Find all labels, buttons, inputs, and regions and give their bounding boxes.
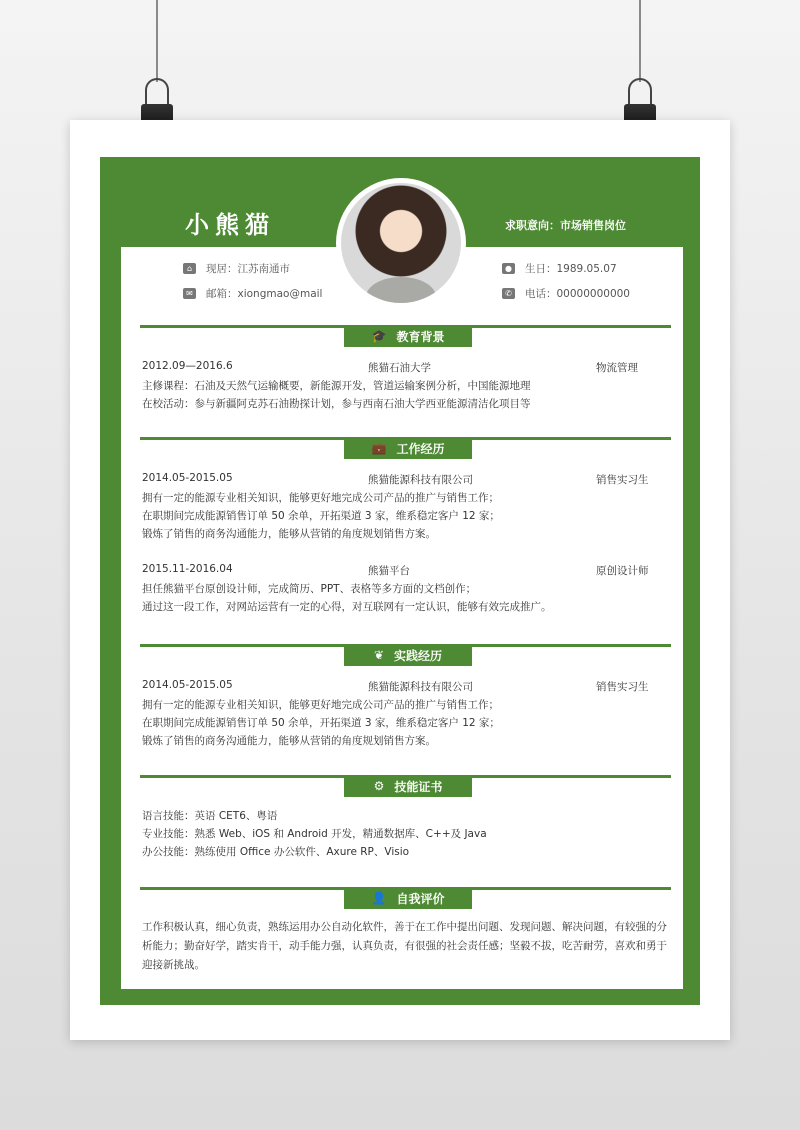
- phone-text: 电话：00000000000: [525, 288, 630, 300]
- user-icon: ●: [502, 263, 515, 274]
- practice-company: 熊猫能源科技有限公司: [368, 681, 473, 693]
- section-skills: [140, 775, 671, 799]
- resume-body: [121, 247, 683, 989]
- job-line: 通过这一段工作，对网站运营有一定的心得，对互联网有一定认识，能够有效完成推广。: [142, 601, 552, 613]
- briefcase-icon: 💼: [371, 441, 387, 455]
- section-self: [140, 887, 671, 911]
- practice-role: 销售实习生: [596, 681, 649, 693]
- gear-icon: ⚙: [373, 779, 385, 793]
- contact-email: [183, 286, 322, 301]
- person-icon: 👤: [371, 891, 387, 905]
- job-line: 在职期间完成能源销售订单 50 余单，开拓渠道 3 家，维系稳定客户 12 家；: [142, 510, 500, 522]
- section-work: [140, 437, 671, 461]
- hanging-string-right: [639, 0, 641, 82]
- section-title: 实践经历: [394, 648, 443, 663]
- edu-period: 2012.09—2016.6: [142, 360, 233, 372]
- resume-frame: [100, 157, 700, 1005]
- work-row-1: [142, 472, 652, 488]
- profile-photo: [336, 178, 466, 308]
- candidate-name: 小熊猫: [185, 211, 275, 239]
- edu-school: 熊猫石油大学: [368, 362, 431, 374]
- skill-line: 语言技能：英语 CET6、粤语: [142, 810, 278, 822]
- practice-line: 锻炼了销售的商务沟通能力，能够从营销的角度规划销售方案。: [142, 735, 436, 747]
- phone-icon: ✆: [502, 288, 515, 299]
- leaf-icon: ❦: [373, 648, 385, 662]
- practice-line: 在职期间完成能源销售订单 50 余单，开拓渠道 3 家，维系稳定客户 12 家；: [142, 717, 500, 729]
- job-period: 2014.05-2015.05: [142, 472, 233, 484]
- practice-line: 拥有一定的能源专业相关知识，能够更好地完成公司产品的推广与销售工作；: [142, 699, 499, 711]
- address-text: 现居：江苏南通市: [206, 263, 290, 275]
- job-intent: 求职意向：市场销售岗位: [505, 219, 626, 232]
- graduation-cap-icon: 🎓: [371, 329, 387, 343]
- section-title: 教育背景: [396, 329, 445, 344]
- work-row-2: [142, 563, 652, 579]
- skill-line: 办公技能：熟练使用 Office 办公软件、Axure RP、Visio: [142, 846, 410, 858]
- contact-phone: [502, 286, 630, 301]
- section-title: 自我评价: [396, 891, 445, 906]
- practice-row: [142, 679, 652, 695]
- section-education: [140, 325, 671, 349]
- avatar: [341, 183, 461, 303]
- practice-period: 2014.05-2015.05: [142, 679, 233, 691]
- job-line: 拥有一定的能源专业相关知识，能够更好地完成公司产品的推广与销售工作；: [142, 492, 499, 504]
- hanging-string-left: [156, 0, 158, 82]
- job-company: 熊猫能源科技有限公司: [368, 474, 473, 486]
- self-evaluation-text: 工作积极认真，细心负责，熟练运用办公自动化软件，善于在工作中提出问题、发现问题、解决问题，有较强的分析能力；勤奋好学，踏实肯干，动手能力强，认真负责，有很强的社会责任感；坚毅不拔，吃苦耐劳，喜欢和勇于迎接新挑战。: [142, 921, 667, 971]
- email-text: 邮箱：xiongmao@mail: [206, 288, 323, 300]
- section-title: 技能证书: [394, 779, 443, 794]
- edu-activities: 在校活动：参与新疆阿克苏石油勘探计划，参与西南石油大学西亚能源清洁化项目等: [142, 398, 531, 410]
- job-period: 2015.11-2016.04: [142, 563, 233, 575]
- skill-line: 专业技能：熟悉 Web、iOS 和 Android 开发，精通数据库、C++及 Java: [142, 828, 487, 840]
- job-role: 原创设计师: [596, 565, 649, 577]
- edu-major: 物流管理: [596, 362, 638, 374]
- job-company: 熊猫平台: [368, 565, 410, 577]
- edu-courses: 主修课程：石油及天然气运输概要，新能源开发，管道运输案例分析，中国能源地理: [142, 380, 531, 392]
- resume-paper: [70, 120, 730, 1040]
- job-line: 锻炼了销售的商务沟通能力，能够从营销的角度规划销售方案。: [142, 528, 436, 540]
- mail-icon: ✉: [183, 288, 196, 299]
- section-title: 工作经历: [396, 441, 445, 456]
- birth-text: 生日：1989.05.07: [525, 263, 617, 275]
- contact-address: [183, 261, 290, 276]
- contact-birth: [502, 261, 617, 276]
- job-line: 担任熊猫平台原创设计师，完成简历、PPT、表格等多方面的文档创作；: [142, 583, 477, 595]
- home-icon: ⌂: [183, 263, 196, 274]
- section-practice: [140, 644, 671, 668]
- job-role: 销售实习生: [596, 474, 649, 486]
- education-row: [142, 360, 652, 376]
